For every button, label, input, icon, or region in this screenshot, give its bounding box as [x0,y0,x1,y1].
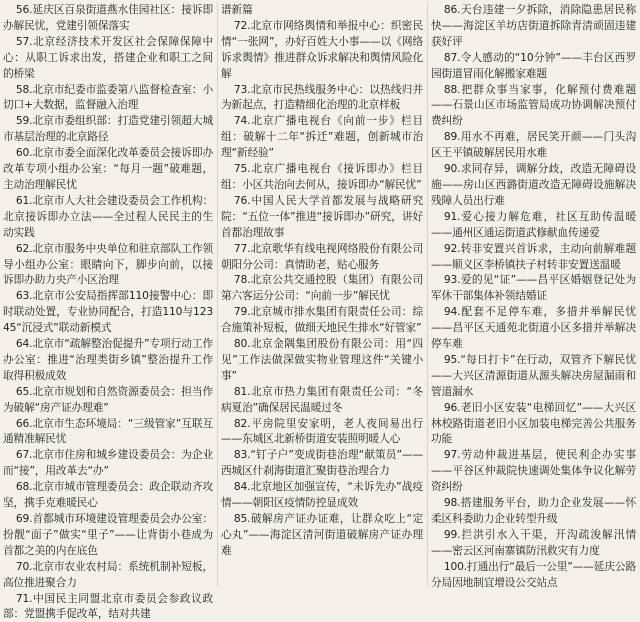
list-item: 57.北京经济技术开发区社会保障保障中心：从职工诉求出发，搭建企业和职工之间的桥梁 [3,34,213,80]
list-item: 99.拦洪引水入干渠，开沟疏浚解汛情——密云区河南寨镇防汛救灾有力度 [431,527,636,557]
list-item: 69.首都城市环境建设管理委员会办公室：扮靓“面子”做实“里子”——让背街小巷成为首都之美的内在底色 [3,512,213,557]
list-item: 85.破解房产证办证难，让群众吃上“定心丸”——海淀区清河街道破解房产证办理难 [221,512,423,557]
list-item: 80.北京金隅集团股份有限公司：用“四见”工作法做深做实物业管理这件“关键小事” [221,337,423,382]
list-item: 59.北京市委组织部：打造党建引领超大城市基层治理的北京路径 [3,114,213,144]
list-item: 100.打通出行“最后一公里”——延庆公路分局因地制宜增设公交站点 [431,559,636,589]
list-item: 86.天台违建一夕拆除，消除隐患居民称快——海淀区羊坊店街道拆除青清顽固违建获好评 [431,3,636,48]
list-item: 66.北京市生态环境局：“三级管家”互联互通精准解民忧 [3,416,213,446]
list-item: 62.北京市服务中央单位和驻京部队工作领导小组办公室：眼睛向下，脚步向前，以接诉即办助力央产小区治理 [3,241,213,287]
list-item: 91.爱心接力解危难，社区互助传温暖——通州区通运街道武修献血传递爱 [431,209,636,239]
list-item: 94.配套不足停车难，多措并举解民忧——昌平区天通苑北街道小区多措并举解决停车难 [431,305,636,351]
list-item: 64.北京市“疏解整治促提升”专项行动工作办公室：推进“治理类街乡镇”整治提升工作取得积极成效 [3,337,213,382]
list-item: 81.北京市热力集团有限责任公司：“冬病夏治”确保居民温暖过冬 [221,384,423,414]
text-column-1 [0,2,217,621]
text-column-2 [217,2,427,587]
list-item: 98.搭建服务平台，助力企业发展——怀柔区科委助力企业转型升级 [431,496,636,525]
list-item: 95.“每日打卡”在行动，双管齐下解民忧——大兴区清源街道从源头解决房屋漏雨和管道漏水 [431,352,636,398]
list-item: 96.老旧小区安装“电梯回忆”——大兴区林校路街道老旧小区加装电梯完善公共服务功能 [431,400,636,446]
list-item: 63.北京市公安局指挥部110接警中心：即时联动处置，专业协同配合，打造110与12345“沉浸式”联动新模式 [3,289,213,335]
list-item: 76.中国人民大学首都发展与战略研究院：“五位一体”推进“接诉即办”研究，讲好首都治理故事 [221,193,423,239]
list-item: 73.北京市民热线服务中心：以热线归并为新起点，打造精细化治理的北京样板 [221,82,423,112]
list-item: 75.北京广播电视台《接诉即办》栏目组：小区共治向去何从，接诉即办“解民忧” [221,162,423,191]
list-item: 71.中国民主同盟北京市委员会参政议政部：党盟携手促改革，结对共建 [3,591,213,621]
list-item: 87.令人感动的“10分钟”——丰台区西罗园街道冒雨化解搬家难题 [431,50,636,80]
list-item: 60.北京市委全面深化改革委员会接诉即办改革专项小组办公室：“每月一题”破难题，主动治理解民忧 [3,146,213,191]
list-item-continuation: 谱新篇 [221,3,253,16]
list-item: 89.用水不再难，居民笑开颜——门头沟区王平镇破解居民用水难 [431,130,636,160]
list-item: 65.北京市规划和自然资源委员会：担当作为破解“房产证办理难” [3,384,213,414]
list-item: 97.劳动仲裁进基层，使民利企办实事——平谷区仲裁院快速调处集体争议化解劳资纠纷 [431,448,636,494]
list-item: 88.把群众事当家事，化解预付费难题——石景山区市场监管局成功协调解决预付费纠纷 [431,82,636,128]
list-item: 68.北京市城市管理委员会：政企联动齐攻坚，携手克难暖民心 [3,480,213,510]
list-item: 56.延庆区百泉街道燕水佳园社区：接诉即办解民忧，党建引领保落实 [3,3,213,32]
list-item: 77.北京歌华有线电视网络股份有限公司朝阳分公司：真情助老，贴心服务 [221,241,423,271]
list-item: 74.北京广播电视台《向前一步》栏目组：破解十二年“拆迁”难题，创新城市治理“新经验” [221,114,423,160]
list-item: 78.北京公共交通控股（集团）有限公司第六客运分公司：“向前一步”解民忧 [221,273,423,303]
list-item: 92.转非安置兴首诉求，主动向前解难题——顺义区李桥镇扶子村转非安置送温暖 [431,241,636,271]
list-item: 93.爱的见“证”——昌平区婚姻登记处为军休干部集体补领结婚证 [431,273,636,303]
list-item: 58.北京市纪委市监委第八监督检查室：小切口+大数据，监督融入治理 [3,82,213,112]
list-item: 70.北京市农业农村局：系统机制补短板，高位推进聚合力 [3,559,213,589]
list-item: 79.北京城市排水集团有限责任公司：综合施策补短板，做细天地民生排水“好管家” [221,305,423,335]
list-item: 72.北京市网络舆情和举报中心：织密民情“一张网”，办好百姓大小事——以《网络诉求舆情》推进群众诉求解决和舆情风险化解 [221,18,423,80]
text-column-3 [427,2,640,587]
list-item: 61.北京市人大社会建设委员会工作机构：北京接诉即办立法——全过程人民民主的生动实践 [3,193,213,239]
list-item: 67.北京市住房和城乡建设委员会：为企业而“接”，用改革去“办” [3,448,213,478]
list-item: 83.“钉子户”变成街巷治理“献策员”——西城区什刹海街道汇聚街巷治理合力 [221,448,423,478]
list-item: 84.北京地区加强宣传，“未诉先办”战疫情——朝阳区疫情防控显成效 [221,480,423,510]
list-item: 90.求同存异，调解分歧，改造无障碍设施——房山区西潞街道改造无障碍设施解决残障人员出行难 [431,162,636,207]
list-item: 82.平房院里安家明，老人夜间易出行——东城区北新桥街道安装照明暖人心 [221,416,423,446]
